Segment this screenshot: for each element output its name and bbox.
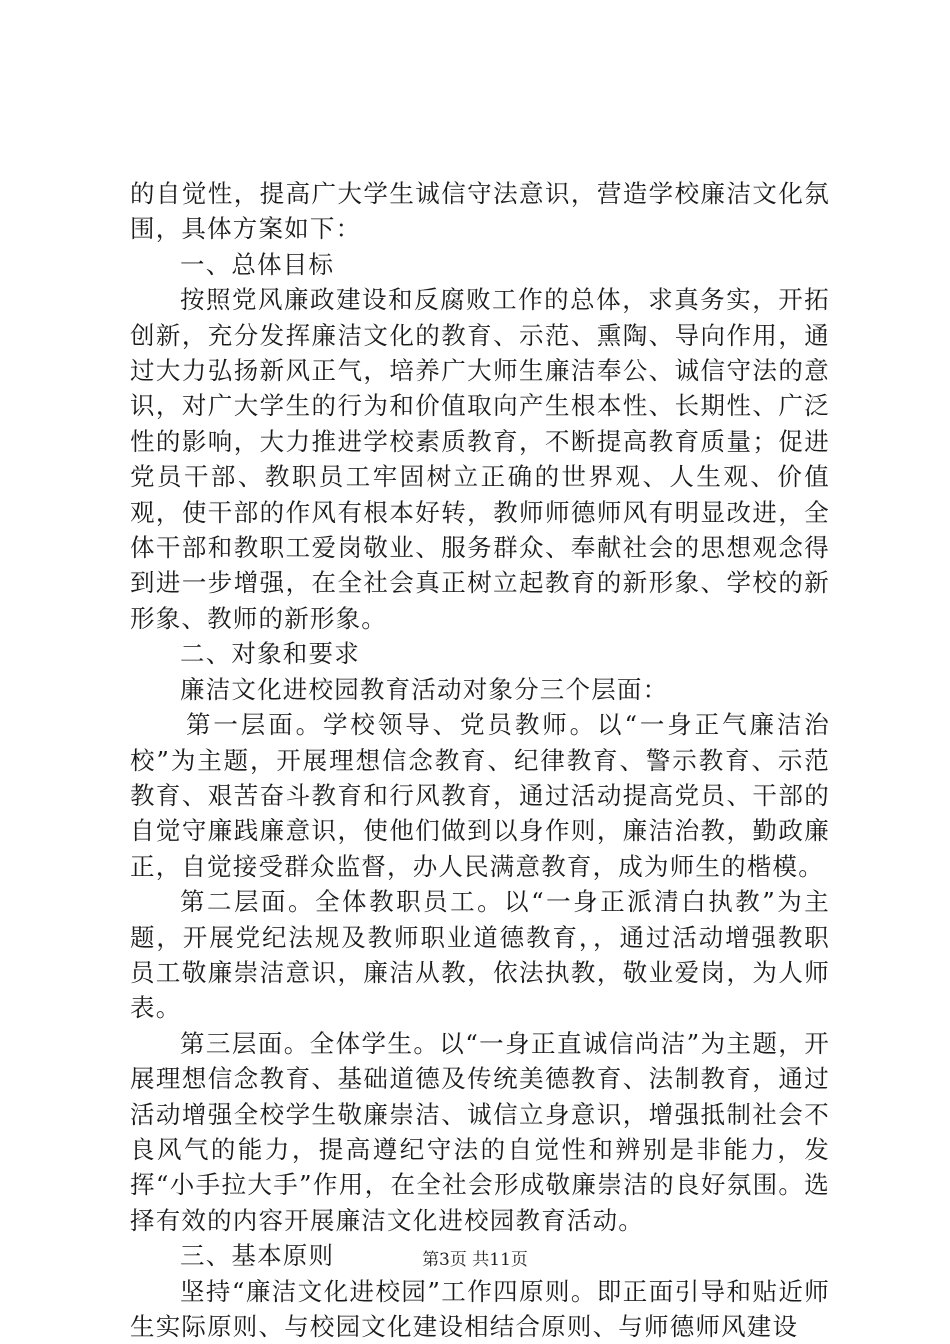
section-heading-overall-goal: 一、总体目标 bbox=[180, 249, 335, 279]
paragraph-level-two: 第二层面。全体教职员工。以“一身正派清白执教”为主题，开展党纪法规及教师职业道德教育，，通过活动增强教职员工敬廉崇洁意识，廉洁从教，依法执教，敬业爱岗，为人师表。 bbox=[130, 887, 830, 1023]
section-heading-basic-principles: 三、基本原则 bbox=[180, 1241, 335, 1271]
paragraph-level-one: 第一层面。学校领导、党员教师。以“一身正气廉洁治校”为主题，开展理想信念教育、纪律教育、警示教育、示范教育、艰苦奋斗教育和行风教育，通过活动提高党员、干部的自觉守廉践廉意识，使他们做到以身作则，廉洁治教，勤政廉正，自觉接受群众监督，办人民满意教育，成为师生的楷模。 bbox=[130, 710, 830, 881]
section-heading-targets-requirements: 二、对象和要求 bbox=[180, 639, 360, 669]
paragraph-intro-continuation: 的自觉性，提高广大学生诚信守法意识，营造学校廉洁文化氛围，具体方案如下： bbox=[130, 179, 830, 244]
document-body bbox=[130, 176, 830, 1344]
paragraph-overall-goal: 按照党风廉政建设和反腐败工作的总体，求真务实，开拓创新，充分发挥廉洁文化的教育、示范、熏陶、导向作用，通过大力弘扬新风正气，培养广大师生廉洁奉公、诚信守法的意识，对广大学生的行为和价值取向产生根本性、长期性、广泛性的影响，大力推进学校素质教育，不断提高教育质量；促进党员干部、教职员工牢固树立正确的世界观、人生观、价值观，使干部的作风有根本好转，教师师德师风有明显改进，全体干部和教职工爱岗敬业、服务群众、奉献社会的思想观念得到进一步增强，在全社会真正树立起教育的新形象、学校的新形象、教师的新形象。 bbox=[130, 285, 830, 633]
paragraph-level-three: 第三层面。全体学生。以“一身正直诚信尚洁”为主题，开展理想信念教育、基础道德及传统美德教育、法制教育，通过活动增强全校学生敬廉崇洁、诚信立身意识，增强抵制社会不良风气的能力，提高遵纪守法的自觉性和辨别是非能力，发挥“小手拉大手”作用，在全社会形成敬廉崇洁的良好氛围。选择有效的内容开展廉洁文化进校园教育活动。 bbox=[130, 1028, 830, 1235]
page-number-footer: 第3页 共11页 bbox=[422, 1250, 528, 1270]
paragraph-three-levels: 廉洁文化进校园教育活动对象分三个层面： bbox=[180, 674, 669, 704]
paragraph-principles: 坚持“廉洁文化进校园”工作四原则。即正面引导和贴近师生实际原则、与校园文化建设相结合原则、与师德师风建设 bbox=[130, 1276, 830, 1341]
